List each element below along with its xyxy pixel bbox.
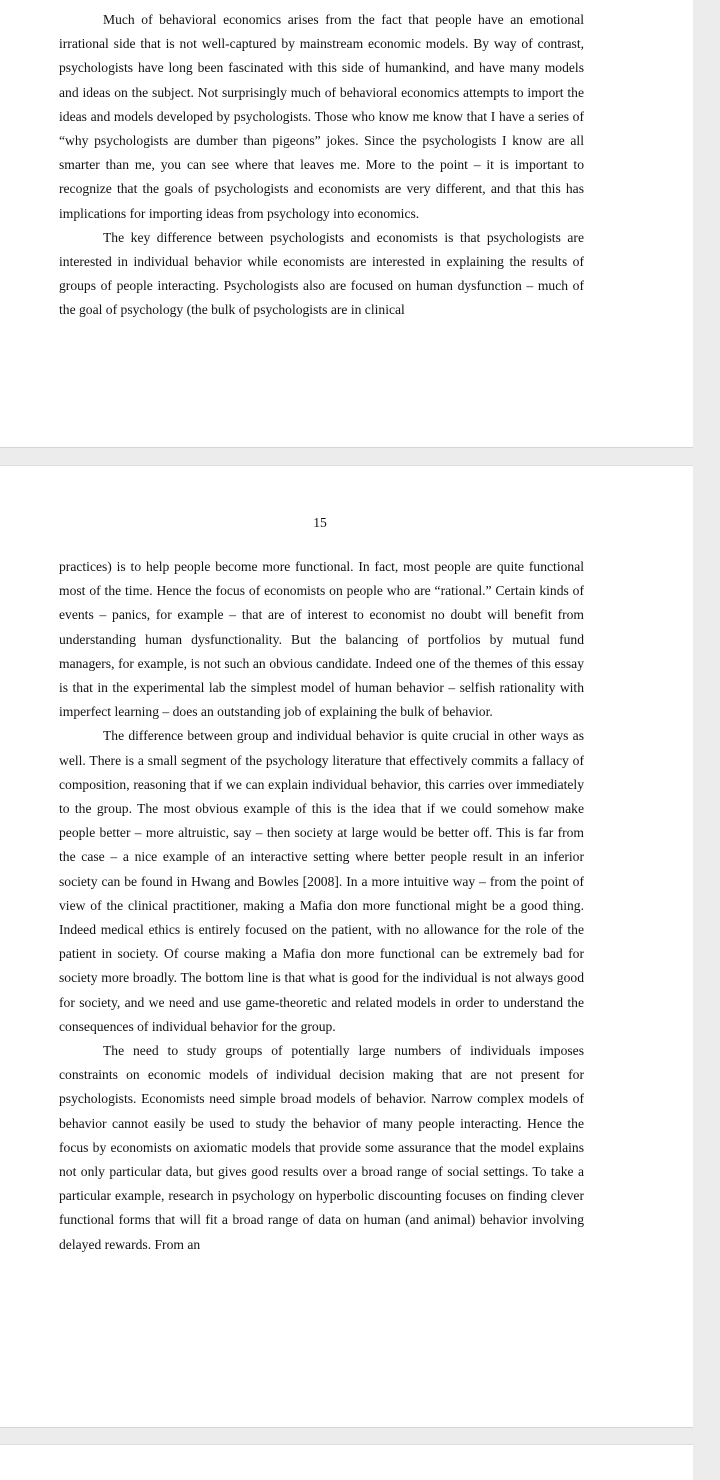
page-body-text [59,555,584,1257]
page-number: 15 [313,515,327,530]
paragraph: Much of behavioral economics arises from the fact that people have an emotional irrational side that is not well-captured by mainstream economic models. By way of contrast, psychologists have long been fascinated with this side of humankind, and have many models and ideas on the subject. Not surprisingly much of behavioral economics attempts to import the ideas and models developed by psychologists. Those who know me know that I have a series of “why psychologists are dumber than pigeons” jokes. Since the psychologists I know are all smarter than me, you can see where that leaves me. More to the point – it is important to recognize that the goals of psychologists and economists are very different, and that this has implications for importing ideas from psychology into economics. [59,12,584,221]
paragraph: The difference between group and individual behavior is quite crucial in other ways as well. There is a small segment of the psychology literature that effectively commits a fallacy of composition, reasoning that if we can explain individual behavior, this carries over immediately to the group. The most obvious example of this is the idea that if we could somehow make people better – more altruistic, say – then society at large would be better off. This is far from the case – a nice example of an interactive setting where better people result in an inferior society can be found in Hwang and Bowles [2008]. In a more intuitive way – from the point of view of the clinical practitioner, making a Mafia don more functional might be a good thing. Indeed medical ethics is entirely focused on the patient, with no allowance for the role of the patient in society. Of course making a Mafia don more functional can be extremely bad for society more broadly. The bottom line is that what is good for the individual is not always good for society, and we need and use game-theoretic and related models in order to understand the consequences of individual behavior for the group. [59,728,584,1034]
document-page-next [0,1444,693,1480]
paragraph: practices) is to help people become more functional. In fact, most people are quite functional most of the time. Hence the focus of economists on people who are “rational.” Certain kinds of events – panics, for example – that are of interest to economist no doubt will benefit from understanding human dysfunctionality. But the balancing of portfolios by mutual fund managers, for example, is not such an obvious candidate. Indeed one of the themes of this essay is that in the experimental lab the simplest model of human behavior – selfish rationality with imperfect learning – does an outstanding job of explaining the bulk of behavior. [59,559,584,720]
document-page-top [0,0,693,448]
page-body-text [59,8,584,323]
paragraph: The need to study groups of potentially large numbers of individuals imposes constraints on economic models of individual decision making that are not present for psychologists. Economists need simple broad models of behavior. Narrow complex models of behavior cannot easily be used to study the behavior of many people interacting. Hence the focus by economists on axiomatic models that provide some assurance that the model explains not only particular data, but gives good results over a broad range of social settings. To take a particular example, research in psychology on hyperbolic discounting focuses on finding clever functional forms that will fit a broad range of data on human (and animal) behavior involving delayed rewards. From an [59,1043,584,1252]
document-page-15 [0,465,693,1428]
paragraph: The key difference between psychologists and economists is that psychologists are interested in individual behavior while economists are interested in explaining the results of groups of people interacting. Psychologists also are focused on human dysfunction – much of the goal of psychology (the bulk of psychologists are in clinical [59,229,584,318]
